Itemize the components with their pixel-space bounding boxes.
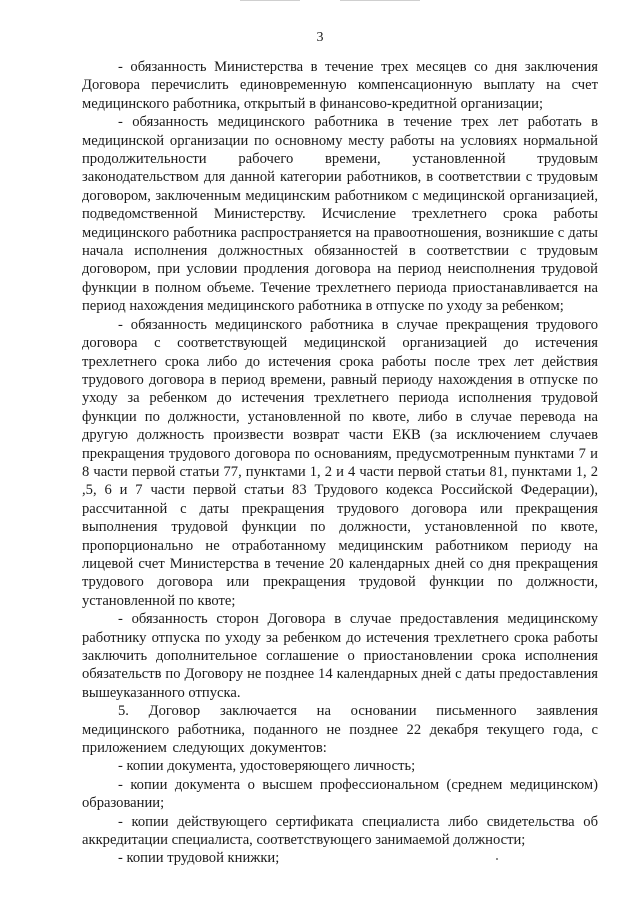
- document-item: - копии документа, удостоверяющего личность;: [118, 758, 416, 775]
- document-item: - копии трудовой книжки;: [118, 850, 280, 867]
- page-number: 3: [316, 30, 324, 45]
- document-item: - копии документа о высшем профессиональном (среднем медицинском) образовании;: [82, 776, 598, 812]
- scan-speck: [496, 858, 498, 860]
- clause-5: 5. Договор заключается на основании письменного заявления медицинского работника, поданного не позднее 22 декабря текущего года, с приложением следующих документов:: [82, 703, 598, 757]
- obligation-ministry-payment: - обязанность Министерства в течение трех месяцев со дня заключения Договора перечислить единовременную компенсационную выплату на счет медицинского работника, открытый в финансово-кредитной организации;: [82, 59, 598, 112]
- document-item: - копии действующего сертификата специалиста либо свидетельства об аккредитации специалиста, соответствующего занимаемой должности;: [82, 813, 598, 849]
- scan-artifact-line: [340, 0, 420, 1]
- obligation-parties-leave: - обязанность сторон Договора в случае предоставления медицинскому работнику отпуска по уходу за ребенком до истечения трехлетнего срока работы заключить дополнительное соглашение о приостановлении срока исполнения обязательств по Договору не позднее 14 календарных дней с даты предоставления вышеуказанного отпуска.: [82, 611, 598, 701]
- obligation-worker-refund: - обязанность медицинского работника в случае прекращения трудового договора с соответствующей медицинской организацией до истечения трехлетнего срока либо до истечения срока работы после трех лет действия трудового договора в период времени, равный периоду нахождения в отпуске по уходу за ребенком до истечения трехлетнего периода исполнения трудовой функции по должности, установленной по квоте, либо в случае перевода на другую должность произвести возврат части ЕКВ (за исключением случаев прекращения трудового договора по основаниям, предусмотренным пунктами 7 и 8 части первой статьи 77, пунктами 1, 2 и 4 части первой статьи 81, пунктами 1, 2 ,5, 6 и 7 части первой статьи 83 Трудового кодекса Российской Федерации), рассчитанной с даты прекращения трудового договора или прекращения выполнения трудовой функции по должности, установленной по квоте, пропорционально не отработанному медицинским работником периоду на лицевой счет Министерства в течение 20 календарных дней со дня прекращения трудового договора или прекращения трудовой функции по должности, установленной по квоте;: [82, 316, 598, 609]
- scan-artifact-line: [240, 0, 300, 1]
- obligation-worker-three-years: - обязанность медицинского работника в течение трех лет работать в медицинской организации по основному месту работы на условиях нормальной продолжительности рабочего времени, установленной трудовым законодательством для данной категории работников, в соответствии с трудовым договором, заключенным медицинским работником с медицинской организацией, подведомственной Министерству. Исчисление трехлетнего срока работы медицинского работника распространяется на правоотношения, возникшие с даты начала исполнения должностных обязанностей в соответствии с трудовым договором, при условии продления договора на период неисполнения трудовой функции в полном объеме. Течение трехлетнего периода приостанавливается на период нахождения медицинского работника в отпуске по уходу за ребенком;: [82, 114, 598, 315]
